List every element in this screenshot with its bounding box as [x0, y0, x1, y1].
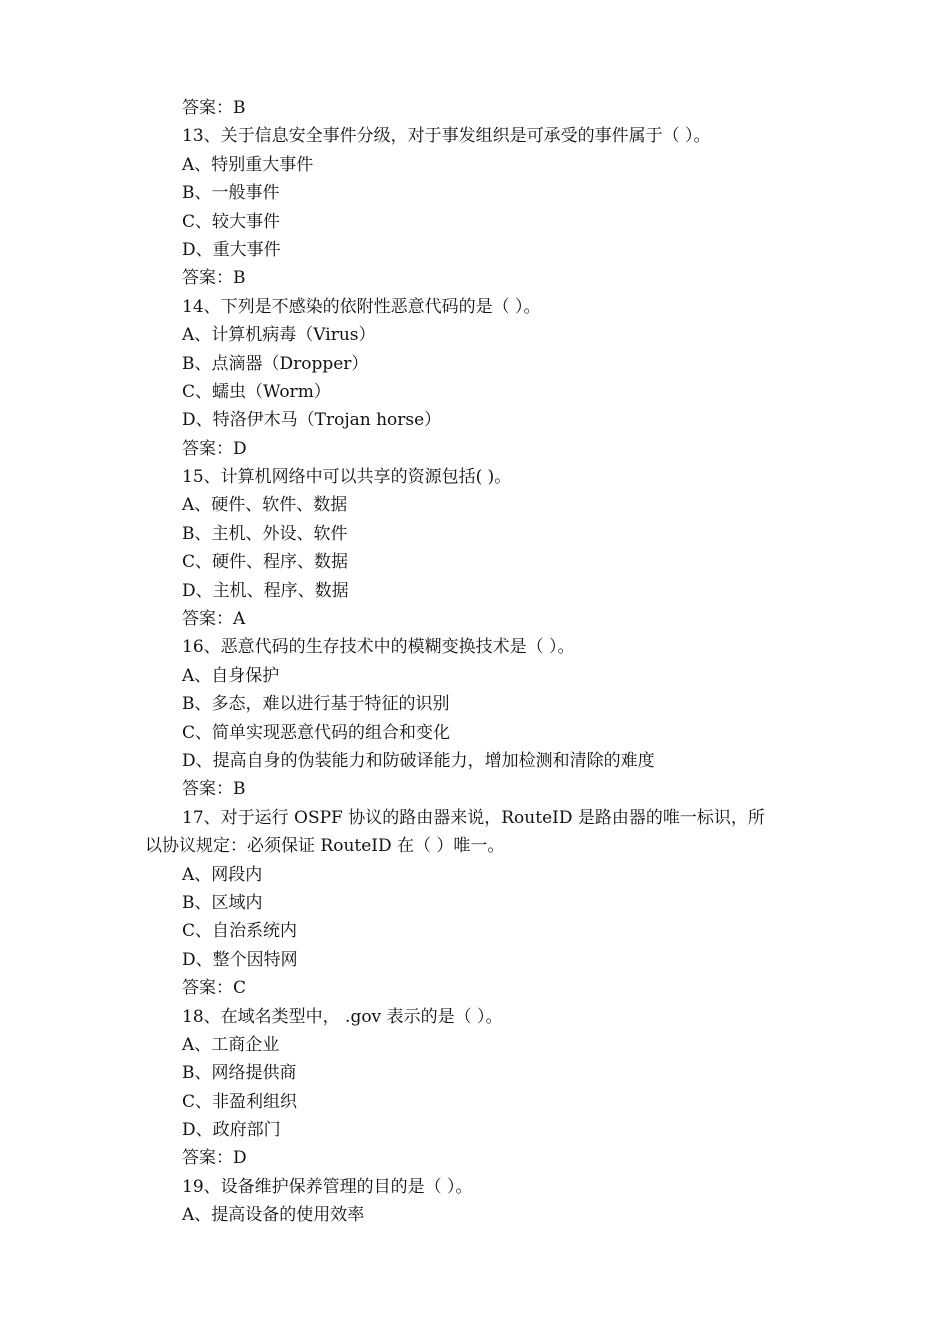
option-d: D、政府部门 [182, 1120, 281, 1141]
option-c: C、自治系统内 [182, 921, 298, 942]
question-14: 14、下列是不感染的依附性恶意代码的是（ ）。 [182, 296, 541, 317]
option-a: A、工商企业 [182, 1034, 280, 1055]
option-a: A、特别重大事件 [182, 154, 314, 175]
option-b: B、点滴器（Dropper） [182, 353, 369, 374]
option-b: B、多态，难以进行基于特征的识别 [182, 694, 450, 715]
option-d: D、整个因特网 [182, 949, 298, 970]
question-16: 16、恶意代码的生存技术中的模糊变换技术是（ ）。 [182, 637, 575, 658]
option-c: C、非盈利组织 [182, 1091, 298, 1112]
option-c: C、简单实现恶意代码的组合和变化 [182, 722, 451, 743]
answer-line: 答案：B [182, 268, 246, 289]
option-b: B、主机、外设、软件 [182, 523, 348, 544]
option-b: B、一般事件 [182, 183, 280, 204]
option-a: A、硬件、软件、数据 [182, 495, 348, 516]
option-c: C、硬件、程序、数据 [182, 552, 349, 573]
question-list [145, 94, 815, 1230]
option-d: D、主机、程序、数据 [182, 580, 349, 601]
option-a: A、网段内 [182, 864, 263, 885]
question-17: 17、对于运行 OSPF 协议的路由器来说，RouteID 是路由器的唯一标识，所 [182, 807, 765, 828]
option-c: C、蠕虫（Worm） [182, 381, 331, 402]
question-19: 19、设备维护保养管理的目的是（ ）。 [182, 1176, 473, 1197]
question-15: 15、计算机网络中可以共享的资源包括( )。 [182, 467, 512, 488]
option-a: A、提高设备的使用效率 [182, 1205, 365, 1226]
question-17-continued: 以协议规定：必须保证 RouteID 在（ ）唯一。 [145, 836, 505, 857]
option-a: A、计算机病毒（Virus） [182, 325, 376, 346]
question-18: 18、在域名类型中， .gov 表示的是（ ）。 [182, 1006, 503, 1027]
answer-line: 答案：C [182, 978, 247, 999]
option-a: A、自身保护 [182, 665, 280, 686]
answer-line: 答案：D [182, 1148, 247, 1169]
option-b: B、区域内 [182, 892, 263, 913]
answer-line: 答案：B [182, 779, 246, 800]
question-13: 13、关于信息安全事件分级，对于事发组织是可承受的事件属于（ ）。 [182, 126, 711, 147]
option-d: D、重大事件 [182, 239, 281, 260]
answer-line: 答案：A [182, 609, 246, 630]
answer-line: 答案：D [182, 438, 247, 459]
option-d: D、提高自身的伪装能力和防破译能力，增加检测和清除的难度 [182, 750, 655, 771]
text-line: 答案：B [182, 98, 246, 118]
option-d: D、特洛伊木马（Trojan horse） [182, 410, 442, 431]
option-c: C、较大事件 [182, 211, 281, 232]
option-b: B、网络提供商 [182, 1063, 297, 1084]
